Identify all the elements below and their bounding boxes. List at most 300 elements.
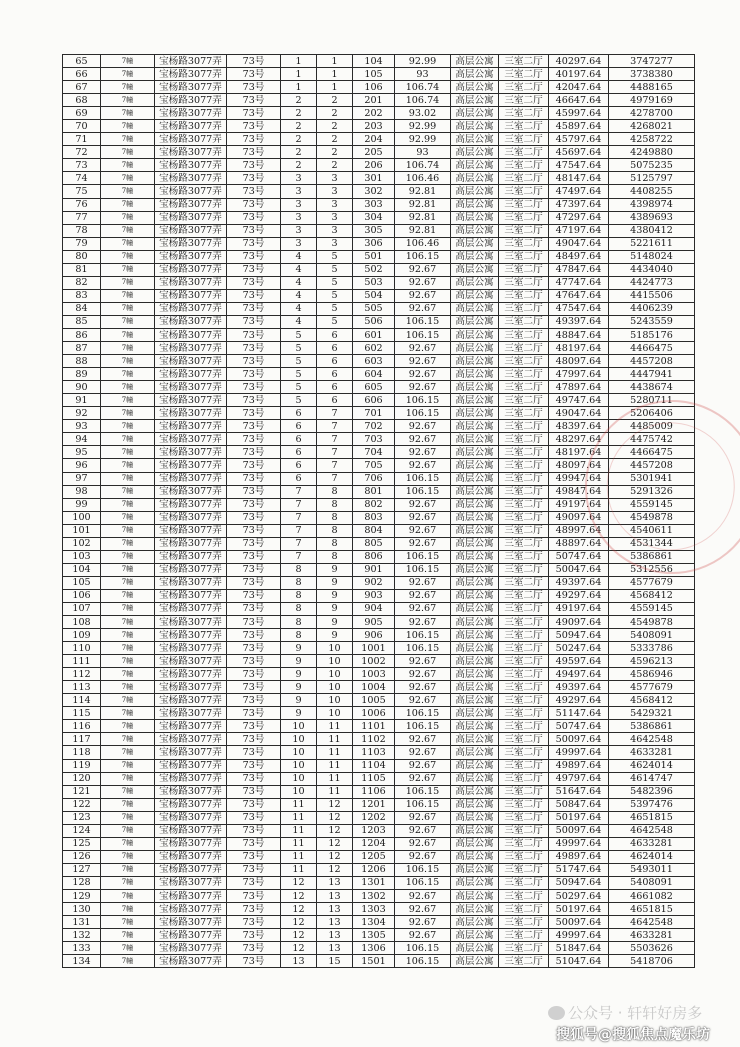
cell-seq: 72	[63, 146, 101, 159]
cell-type: 高层公寓	[451, 563, 499, 576]
cell-total-price: 5503626	[609, 942, 695, 955]
cell-room: 205	[353, 146, 395, 159]
cell-total-price: 5386861	[609, 550, 695, 563]
cell-layout: 三室二厅	[499, 68, 549, 81]
table-row	[63, 355, 695, 368]
cell-road: 宝杨路3077弄	[155, 342, 227, 355]
cell-area: 93.02	[395, 107, 451, 120]
cell-layout: 三室二厅	[499, 237, 549, 250]
cell-type: 高层公寓	[451, 655, 499, 668]
cell-number: 73号	[227, 563, 281, 576]
cell-layout: 三室二厅	[499, 642, 549, 655]
cell-type: 高层公寓	[451, 837, 499, 850]
cell-floor: 2	[317, 133, 353, 146]
cell-unit-floor: 6	[281, 446, 317, 459]
cell-seq: 76	[63, 198, 101, 211]
cell-room: 104	[353, 55, 395, 68]
cell-unit-price: 50047.64	[549, 563, 609, 576]
cell-floor: 10	[317, 668, 353, 681]
cell-building: 7幢	[101, 276, 155, 289]
cell-layout: 三室二厅	[499, 55, 549, 68]
cell-total-price: 4278700	[609, 107, 695, 120]
cell-area: 106.46	[395, 237, 451, 250]
cell-room: 1004	[353, 681, 395, 694]
cell-floor: 3	[317, 211, 353, 224]
cell-layout: 三室二厅	[499, 146, 549, 159]
cell-road: 宝杨路3077弄	[155, 485, 227, 498]
cell-type: 高层公寓	[451, 459, 499, 472]
cell-unit-floor: 11	[281, 811, 317, 824]
cell-unit-floor: 12	[281, 876, 317, 889]
cell-unit-floor: 11	[281, 850, 317, 863]
cell-layout: 三室二厅	[499, 824, 549, 837]
cell-unit-floor: 5	[281, 355, 317, 368]
cell-number: 73号	[227, 785, 281, 798]
cell-number: 73号	[227, 720, 281, 733]
cell-room: 906	[353, 629, 395, 642]
cell-type: 高层公寓	[451, 955, 499, 968]
cell-total-price: 4249880	[609, 146, 695, 159]
cell-number: 73号	[227, 250, 281, 263]
cell-area: 92.81	[395, 198, 451, 211]
cell-seq: 84	[63, 302, 101, 315]
cell-road: 宝杨路3077弄	[155, 328, 227, 341]
cell-total-price: 5493011	[609, 863, 695, 876]
cell-total-price: 4568412	[609, 589, 695, 602]
cell-room: 1101	[353, 720, 395, 733]
cell-total-price: 5418706	[609, 955, 695, 968]
cell-unit-floor: 12	[281, 929, 317, 942]
cell-road: 宝杨路3077弄	[155, 876, 227, 889]
cell-unit-price: 45997.64	[549, 107, 609, 120]
cell-area: 106.15	[395, 485, 451, 498]
cell-floor: 13	[317, 903, 353, 916]
cell-road: 宝杨路3077弄	[155, 81, 227, 94]
cell-unit-price: 50747.64	[549, 550, 609, 563]
cell-floor: 13	[317, 890, 353, 903]
cell-total-price: 4633281	[609, 837, 695, 850]
cell-floor: 10	[317, 681, 353, 694]
cell-room: 706	[353, 472, 395, 485]
cell-unit-price: 45897.64	[549, 120, 609, 133]
cell-seq: 129	[63, 890, 101, 903]
cell-room: 905	[353, 616, 395, 629]
cell-total-price: 4577679	[609, 576, 695, 589]
cell-road: 宝杨路3077弄	[155, 250, 227, 263]
cell-unit-price: 40197.64	[549, 68, 609, 81]
cell-room: 1303	[353, 903, 395, 916]
cell-road: 宝杨路3077弄	[155, 459, 227, 472]
table-row	[63, 642, 695, 655]
cell-total-price: 5221611	[609, 237, 695, 250]
cell-type: 高层公寓	[451, 250, 499, 263]
cell-unit-floor: 4	[281, 315, 317, 328]
cell-unit-floor: 7	[281, 498, 317, 511]
cell-road: 宝杨路3077弄	[155, 498, 227, 511]
cell-floor: 5	[317, 276, 353, 289]
cell-layout: 三室二厅	[499, 837, 549, 850]
cell-unit-price: 49397.64	[549, 681, 609, 694]
cell-layout: 三室二厅	[499, 250, 549, 263]
cell-unit-price: 51747.64	[549, 863, 609, 876]
cell-unit-floor: 1	[281, 81, 317, 94]
table-row	[63, 459, 695, 472]
cell-road: 宝杨路3077弄	[155, 537, 227, 550]
cell-road: 宝杨路3077弄	[155, 746, 227, 759]
cell-layout: 三室二厅	[499, 263, 549, 276]
cell-unit-price: 50097.64	[549, 824, 609, 837]
cell-type: 高层公寓	[451, 446, 499, 459]
cell-road: 宝杨路3077弄	[155, 133, 227, 146]
cell-area: 106.46	[395, 172, 451, 185]
cell-unit-floor: 4	[281, 289, 317, 302]
cell-unit-floor: 7	[281, 524, 317, 537]
cell-unit-price: 47997.64	[549, 368, 609, 381]
table-row	[63, 133, 695, 146]
cell-road: 宝杨路3077弄	[155, 798, 227, 811]
cell-unit-floor: 6	[281, 459, 317, 472]
cell-layout: 三室二厅	[499, 315, 549, 328]
cell-total-price: 5312556	[609, 563, 695, 576]
cell-area: 92.67	[395, 746, 451, 759]
cell-number: 73号	[227, 942, 281, 955]
cell-building: 7幢	[101, 942, 155, 955]
cell-unit-price: 48847.64	[549, 328, 609, 341]
cell-floor: 1	[317, 81, 353, 94]
cell-unit-floor: 10	[281, 733, 317, 746]
cell-unit-price: 49197.64	[549, 498, 609, 511]
cell-building: 7幢	[101, 890, 155, 903]
cell-unit-floor: 11	[281, 837, 317, 850]
cell-building: 7幢	[101, 524, 155, 537]
cell-building: 7幢	[101, 929, 155, 942]
cell-type: 高层公寓	[451, 368, 499, 381]
cell-seq: 122	[63, 798, 101, 811]
cell-building: 7幢	[101, 537, 155, 550]
cell-type: 高层公寓	[451, 903, 499, 916]
cell-total-price: 4577679	[609, 681, 695, 694]
cell-unit-price: 49597.64	[549, 655, 609, 668]
table-row	[63, 511, 695, 524]
cell-unit-price: 49497.64	[549, 668, 609, 681]
cell-seq: 130	[63, 903, 101, 916]
cell-room: 506	[353, 315, 395, 328]
cell-unit-floor: 2	[281, 159, 317, 172]
cell-room: 201	[353, 94, 395, 107]
cell-type: 高层公寓	[451, 642, 499, 655]
cell-layout: 三室二厅	[499, 407, 549, 420]
cell-seq: 96	[63, 459, 101, 472]
cell-area: 92.67	[395, 302, 451, 315]
cell-room: 106	[353, 81, 395, 94]
cell-area: 106.15	[395, 472, 451, 485]
cell-number: 73号	[227, 459, 281, 472]
cell-number: 73号	[227, 172, 281, 185]
cell-road: 宝杨路3077弄	[155, 407, 227, 420]
cell-number: 73号	[227, 576, 281, 589]
cell-number: 73号	[227, 929, 281, 942]
cell-area: 92.67	[395, 381, 451, 394]
table-row	[63, 276, 695, 289]
cell-floor: 15	[317, 955, 353, 968]
cell-building: 7幢	[101, 120, 155, 133]
cell-area: 106.15	[395, 250, 451, 263]
cell-building: 7幢	[101, 159, 155, 172]
cell-seq: 106	[63, 589, 101, 602]
table-row	[63, 224, 695, 237]
table-row	[63, 498, 695, 511]
cell-room: 1106	[353, 785, 395, 798]
cell-unit-floor: 1	[281, 55, 317, 68]
cell-floor: 3	[317, 172, 353, 185]
cell-room: 901	[353, 563, 395, 576]
cell-unit-floor: 7	[281, 550, 317, 563]
cell-road: 宝杨路3077弄	[155, 511, 227, 524]
cell-road: 宝杨路3077弄	[155, 276, 227, 289]
cell-unit-price: 48997.64	[549, 524, 609, 537]
cell-unit-price: 50197.64	[549, 811, 609, 824]
cell-floor: 12	[317, 863, 353, 876]
cell-building: 7幢	[101, 563, 155, 576]
cell-floor: 9	[317, 589, 353, 602]
cell-number: 73号	[227, 616, 281, 629]
cell-room: 206	[353, 159, 395, 172]
cell-layout: 三室二厅	[499, 563, 549, 576]
cell-unit-price: 49047.64	[549, 237, 609, 250]
cell-seq: 86	[63, 328, 101, 341]
cell-seq: 102	[63, 537, 101, 550]
cell-unit-price: 47297.64	[549, 211, 609, 224]
cell-area: 92.67	[395, 903, 451, 916]
table-row	[63, 837, 695, 850]
table-row	[63, 420, 695, 433]
cell-total-price: 4979169	[609, 94, 695, 107]
cell-floor: 9	[317, 602, 353, 615]
cell-layout: 三室二厅	[499, 602, 549, 615]
cell-type: 高层公寓	[451, 876, 499, 889]
cell-floor: 9	[317, 629, 353, 642]
cell-layout: 三室二厅	[499, 185, 549, 198]
cell-unit-floor: 9	[281, 642, 317, 655]
cell-room: 701	[353, 407, 395, 420]
cell-area: 106.15	[395, 955, 451, 968]
cell-number: 73号	[227, 707, 281, 720]
cell-building: 7幢	[101, 172, 155, 185]
table-row	[63, 772, 695, 785]
cell-room: 703	[353, 433, 395, 446]
cell-seq: 71	[63, 133, 101, 146]
cell-seq: 113	[63, 681, 101, 694]
cell-road: 宝杨路3077弄	[155, 681, 227, 694]
cell-type: 高层公寓	[451, 550, 499, 563]
cell-type: 高层公寓	[451, 707, 499, 720]
cell-number: 73号	[227, 198, 281, 211]
cell-unit-price: 45697.64	[549, 146, 609, 159]
cell-floor: 3	[317, 224, 353, 237]
cell-type: 高层公寓	[451, 602, 499, 615]
table-row	[63, 681, 695, 694]
table-row	[63, 237, 695, 250]
cell-number: 73号	[227, 746, 281, 759]
cell-area: 106.15	[395, 328, 451, 341]
cell-number: 73号	[227, 342, 281, 355]
cell-layout: 三室二厅	[499, 589, 549, 602]
cell-number: 73号	[227, 772, 281, 785]
cell-type: 高层公寓	[451, 589, 499, 602]
cell-building: 7幢	[101, 289, 155, 302]
cell-layout: 三室二厅	[499, 289, 549, 302]
cell-seq: 116	[63, 720, 101, 733]
cell-seq: 107	[63, 602, 101, 615]
cell-type: 高层公寓	[451, 824, 499, 837]
cell-road: 宝杨路3077弄	[155, 772, 227, 785]
cell-total-price: 4559145	[609, 602, 695, 615]
cell-seq: 69	[63, 107, 101, 120]
cell-room: 501	[353, 250, 395, 263]
cell-seq: 93	[63, 420, 101, 433]
cell-unit-floor: 10	[281, 785, 317, 798]
cell-room: 204	[353, 133, 395, 146]
cell-building: 7幢	[101, 237, 155, 250]
cell-area: 92.99	[395, 55, 451, 68]
cell-road: 宝杨路3077弄	[155, 863, 227, 876]
cell-type: 高层公寓	[451, 342, 499, 355]
cell-type: 高层公寓	[451, 511, 499, 524]
cell-total-price: 5408091	[609, 876, 695, 889]
cell-area: 92.67	[395, 850, 451, 863]
cell-unit-floor: 4	[281, 302, 317, 315]
cell-number: 73号	[227, 511, 281, 524]
cell-unit-price: 47497.64	[549, 185, 609, 198]
cell-total-price: 5429321	[609, 707, 695, 720]
price-list-table	[62, 54, 695, 968]
cell-room: 302	[353, 185, 395, 198]
cell-area: 92.67	[395, 916, 451, 929]
cell-type: 高层公寓	[451, 850, 499, 863]
cell-type: 高层公寓	[451, 394, 499, 407]
cell-building: 7幢	[101, 655, 155, 668]
cell-area: 92.67	[395, 602, 451, 615]
cell-layout: 三室二厅	[499, 355, 549, 368]
cell-room: 303	[353, 198, 395, 211]
cell-building: 7幢	[101, 602, 155, 615]
cell-room: 1102	[353, 733, 395, 746]
table-row	[63, 785, 695, 798]
cell-building: 7幢	[101, 616, 155, 629]
table-row	[63, 955, 695, 968]
cell-building: 7幢	[101, 681, 155, 694]
cell-room: 305	[353, 224, 395, 237]
cell-unit-floor: 5	[281, 342, 317, 355]
table-row	[63, 576, 695, 589]
cell-floor: 13	[317, 929, 353, 942]
cell-unit-floor: 8	[281, 576, 317, 589]
cell-floor: 9	[317, 576, 353, 589]
cell-layout: 三室二厅	[499, 394, 549, 407]
cell-room: 203	[353, 120, 395, 133]
table-row	[63, 368, 695, 381]
cell-area: 106.15	[395, 707, 451, 720]
cell-room: 904	[353, 602, 395, 615]
cell-road: 宝杨路3077弄	[155, 733, 227, 746]
cell-room: 1306	[353, 942, 395, 955]
cell-room: 1204	[353, 837, 395, 850]
table-row	[63, 120, 695, 133]
cell-unit-price: 51047.64	[549, 955, 609, 968]
table-row	[63, 407, 695, 420]
cell-type: 高层公寓	[451, 381, 499, 394]
cell-unit-floor: 3	[281, 224, 317, 237]
cell-type: 高层公寓	[451, 524, 499, 537]
cell-room: 603	[353, 355, 395, 368]
cell-building: 7幢	[101, 589, 155, 602]
cell-total-price: 4651815	[609, 903, 695, 916]
cell-area: 106.15	[395, 315, 451, 328]
cell-road: 宝杨路3077弄	[155, 707, 227, 720]
cell-room: 801	[353, 485, 395, 498]
cell-road: 宝杨路3077弄	[155, 759, 227, 772]
cell-room: 1206	[353, 863, 395, 876]
cell-floor: 12	[317, 824, 353, 837]
cell-floor: 3	[317, 185, 353, 198]
cell-layout: 三室二厅	[499, 81, 549, 94]
cell-number: 73号	[227, 237, 281, 250]
cell-layout: 三室二厅	[499, 772, 549, 785]
cell-type: 高层公寓	[451, 328, 499, 341]
cell-unit-price: 47547.64	[549, 159, 609, 172]
cell-area: 92.67	[395, 263, 451, 276]
cell-room: 802	[353, 498, 395, 511]
table-row	[63, 589, 695, 602]
cell-number: 73号	[227, 850, 281, 863]
cell-area: 106.74	[395, 94, 451, 107]
cell-total-price: 4633281	[609, 929, 695, 942]
cell-road: 宝杨路3077弄	[155, 146, 227, 159]
cell-floor: 8	[317, 550, 353, 563]
cell-floor: 11	[317, 785, 353, 798]
cell-layout: 三室二厅	[499, 524, 549, 537]
cell-floor: 6	[317, 355, 353, 368]
cell-building: 7幢	[101, 798, 155, 811]
cell-type: 高层公寓	[451, 133, 499, 146]
cell-unit-floor: 11	[281, 863, 317, 876]
table-row	[63, 524, 695, 537]
cell-number: 73号	[227, 394, 281, 407]
cell-seq: 97	[63, 472, 101, 485]
cell-number: 73号	[227, 759, 281, 772]
cell-layout: 三室二厅	[499, 224, 549, 237]
cell-building: 7幢	[101, 733, 155, 746]
cell-type: 高层公寓	[451, 916, 499, 929]
table-row	[63, 433, 695, 446]
cell-seq: 115	[63, 707, 101, 720]
cell-area: 106.15	[395, 942, 451, 955]
cell-number: 73号	[227, 863, 281, 876]
cell-seq: 112	[63, 668, 101, 681]
cell-road: 宝杨路3077弄	[155, 576, 227, 589]
cell-unit-floor: 9	[281, 681, 317, 694]
cell-layout: 三室二厅	[499, 876, 549, 889]
cell-floor: 1	[317, 68, 353, 81]
table-row	[63, 824, 695, 837]
cell-type: 高层公寓	[451, 237, 499, 250]
cell-seq: 68	[63, 94, 101, 107]
cell-building: 7幢	[101, 498, 155, 511]
cell-unit-floor: 10	[281, 759, 317, 772]
cell-total-price: 4549878	[609, 511, 695, 524]
cell-layout: 三室二厅	[499, 903, 549, 916]
cell-unit-floor: 12	[281, 890, 317, 903]
